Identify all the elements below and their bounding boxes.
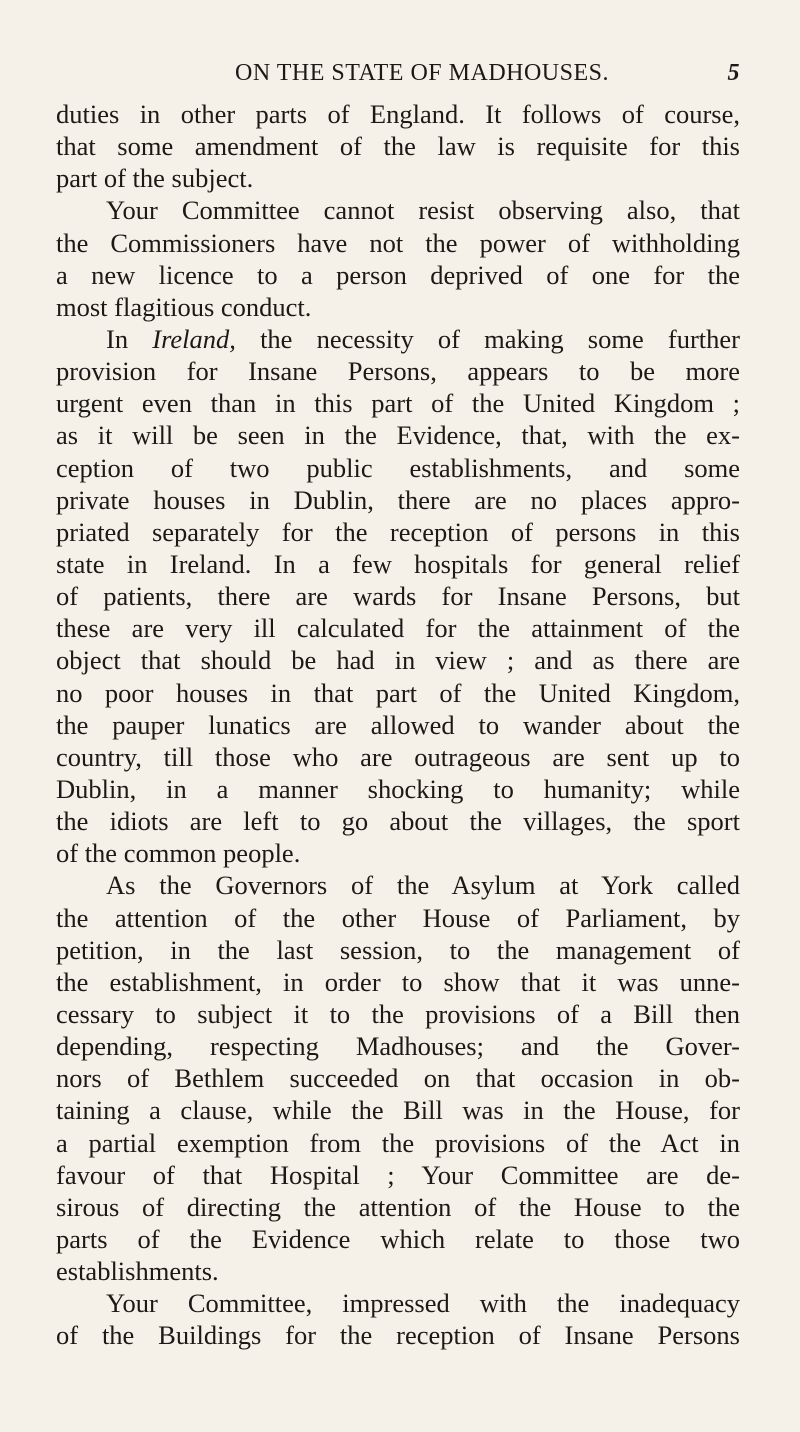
text-line: In Ireland, the necessity of making some further (106, 323, 740, 354)
text-line: favour of that Hospital ; Your Committee are de- (56, 1159, 740, 1190)
text-line: a new licence to a person deprived of one for the (56, 259, 740, 290)
text-line: Your Committee cannot resist observing also, that (106, 195, 740, 226)
text-line: Your Committee, impressed with the inadequacy (106, 1288, 740, 1319)
text-line: sirous of directing the attention of the House to the (56, 1191, 740, 1222)
text-line: part of the subject. (56, 163, 254, 194)
text-line: depending, respecting Madhouses; and the Gover- (56, 1031, 740, 1062)
text-line: urgent even than in this part of the United Kingdom ; (56, 388, 740, 419)
text-line: as it will be seen in the Evidence, that, with the ex- (56, 420, 740, 451)
text-line: Dublin, in a manner shocking to humanity; while (56, 773, 740, 804)
running-title: ON THE STATE OF MADHOUSES. (235, 60, 609, 86)
text-line: cessary to subject it to the provisions of a Bill then (56, 998, 740, 1029)
text-line: private houses in Dublin, there are no places appro- (56, 484, 740, 515)
text-line: As the Governors of the Asylum at York called (106, 870, 740, 901)
text-line: priated separately for the reception of persons in this (56, 516, 740, 547)
text-line: parts of the Evidence which relate to those two (56, 1223, 740, 1254)
text-line: that some amendment of the law is requisite for this (56, 131, 740, 162)
text-line: establishments. (56, 1256, 219, 1287)
text-line: a partial exemption from the provisions of the Act in (56, 1127, 740, 1158)
italic-place-name: Ireland, (152, 323, 236, 354)
text-line: most flagitious conduct. (56, 291, 312, 322)
text-line: nors of Bethlem succeeded on that occasion in ob- (56, 1063, 740, 1094)
text-line: the idiots are left to go about the villages, the sport (56, 806, 740, 837)
text-line: the pauper lunatics are allowed to wander about the (56, 709, 740, 740)
text-line: the establishment, in order to show that it was unne- (56, 966, 740, 997)
text-line: of the Buildings for the reception of Insane Persons (56, 1320, 740, 1351)
text-line: state in Ireland. In a few hospitals for general relief (56, 548, 740, 579)
text-line: these are very ill calculated for the attainment of the (56, 613, 740, 644)
text-line: object that should be had in view ; and as there are (56, 645, 740, 676)
running-header (56, 58, 740, 98)
body-text (56, 98, 740, 1351)
text-line: taining a clause, while the Bill was in the House, for (56, 1095, 740, 1126)
text-line: the attention of the other House of Parliament, by (56, 902, 740, 933)
text-line: no poor houses in that part of the United Kingdom, (56, 677, 740, 708)
text-line: ception of two public establishments, and some (56, 452, 740, 483)
text-line: country, till those who are outrageous are sent up to (56, 741, 740, 772)
page-number: 5 (727, 60, 740, 86)
text-line: provision for Insane Persons, appears to be more (56, 356, 740, 387)
text-line: of the common people. (56, 838, 301, 869)
text-line: petition, in the last session, to the management of (56, 934, 740, 965)
text-line: duties in other parts of England. It follows of course, (56, 99, 740, 129)
text-line: the Commissioners have not the power of withholding (56, 227, 740, 258)
text-line: of patients, there are wards for Insane Persons, but (56, 581, 740, 612)
